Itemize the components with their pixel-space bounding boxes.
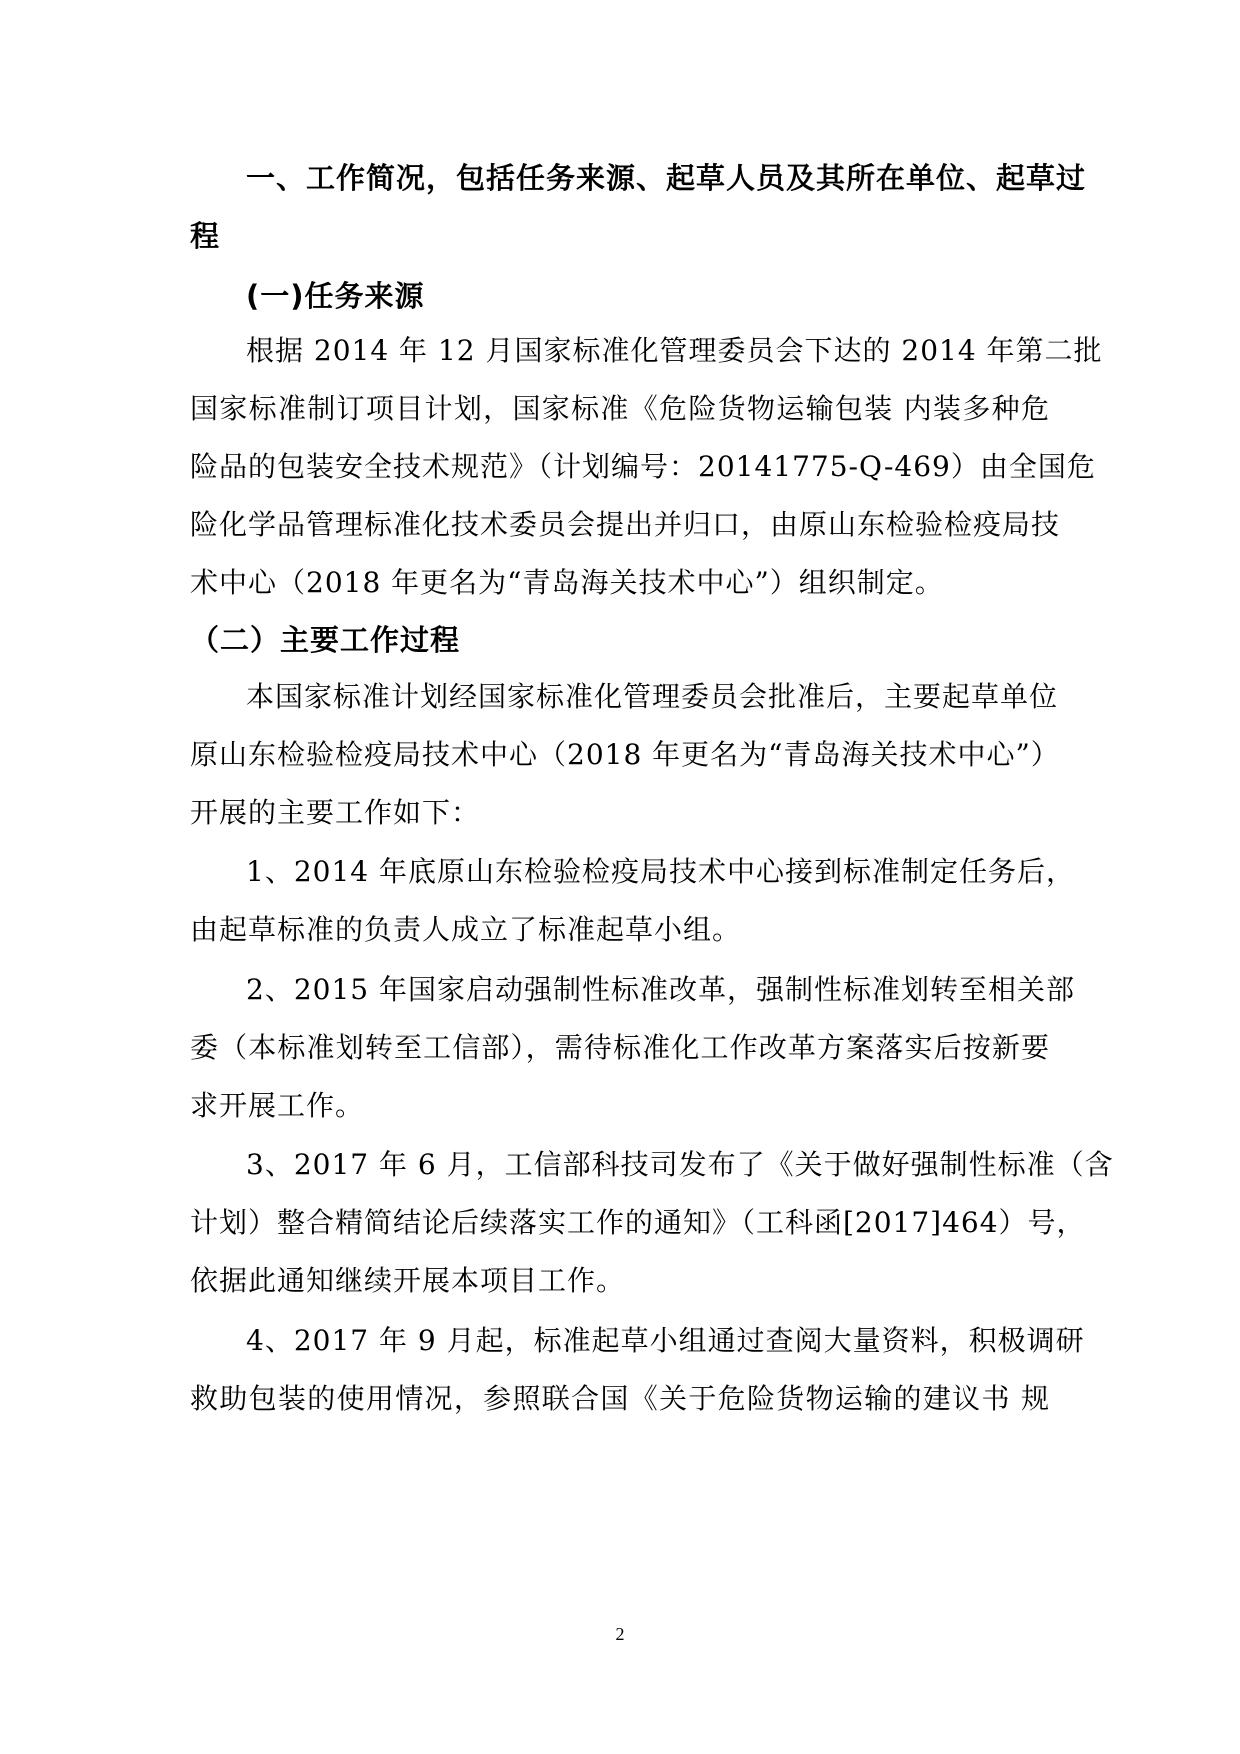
paragraph-line: 术中心（2018 年更名为“青岛海关技术中心”）组织制定。 <box>190 566 944 599</box>
paragraph-line: 本国家标准计划经国家标准化管理委员会批准后，主要起草单位 <box>246 680 1059 713</box>
list-item-line: 4、2017 年 9 月起，标准起草小组通过查阅大量资料，积极调研 <box>246 1324 1085 1357</box>
page-number: 2 <box>615 1624 625 1644</box>
section-heading-line-1: 一、工作简况，包括任务来源、起草人员及其所在单位、起草过 <box>246 161 1087 195</box>
list-item-line: 求开展工作。 <box>190 1089 365 1122</box>
paragraph-line: 国家标准制订项目计划，国家标准《危险货物运输包装 内装多种危 <box>190 392 1050 425</box>
section-heading-line-2: 程 <box>190 219 221 253</box>
paragraph-line: 开展的主要工作如下： <box>190 796 481 829</box>
list-item-line: 委（本标准划转至工信部），需待标准化工作改革方案落实后按新要 <box>190 1031 1050 1064</box>
paragraph-line: 险化学品管理标准化技术委员会提出并归口，由原山东检验检疫局技 <box>190 508 1061 541</box>
paragraph-line: 险品的包装安全技术规范》（计划编号：20141775-Q-469）由全国危 <box>190 450 1096 483</box>
paragraph-line: 根据 2014 年 12 月国家标准化管理委员会下达的 2014 年第二批 <box>246 334 1103 367</box>
list-item-line: 依据此通知继续开展本项目工作。 <box>190 1264 626 1297</box>
subsection-title-task-source: (一)任务来源 <box>246 279 425 313</box>
list-item-line: 由起草标准的负责人成立了标准起草小组。 <box>190 913 742 946</box>
list-item-line: 3、2017 年 6 月，工信部科技司发布了《关于做好强制性标准（含 <box>246 1148 1114 1181</box>
list-item-line: 1、2014 年底原山东检验检疫局技术中心接到标准制定任务后， <box>246 855 1075 888</box>
paragraph-line: 原山东检验检疫局技术中心（2018 年更名为“青岛海关技术中心”） <box>190 738 1060 771</box>
list-item-line: 救助包装的使用情况，参照联合国《关于危险货物运输的建议书 规 <box>190 1382 1050 1415</box>
list-item-line: 计划）整合精简结论后续落实工作的通知》（工科函[2017]464）号， <box>190 1206 1086 1239</box>
subsection-title-work-process: （二）主要工作过程 <box>190 623 461 657</box>
list-item-line: 2、2015 年国家启动强制性标准改革，强制性标准划转至相关部 <box>246 973 1075 1006</box>
